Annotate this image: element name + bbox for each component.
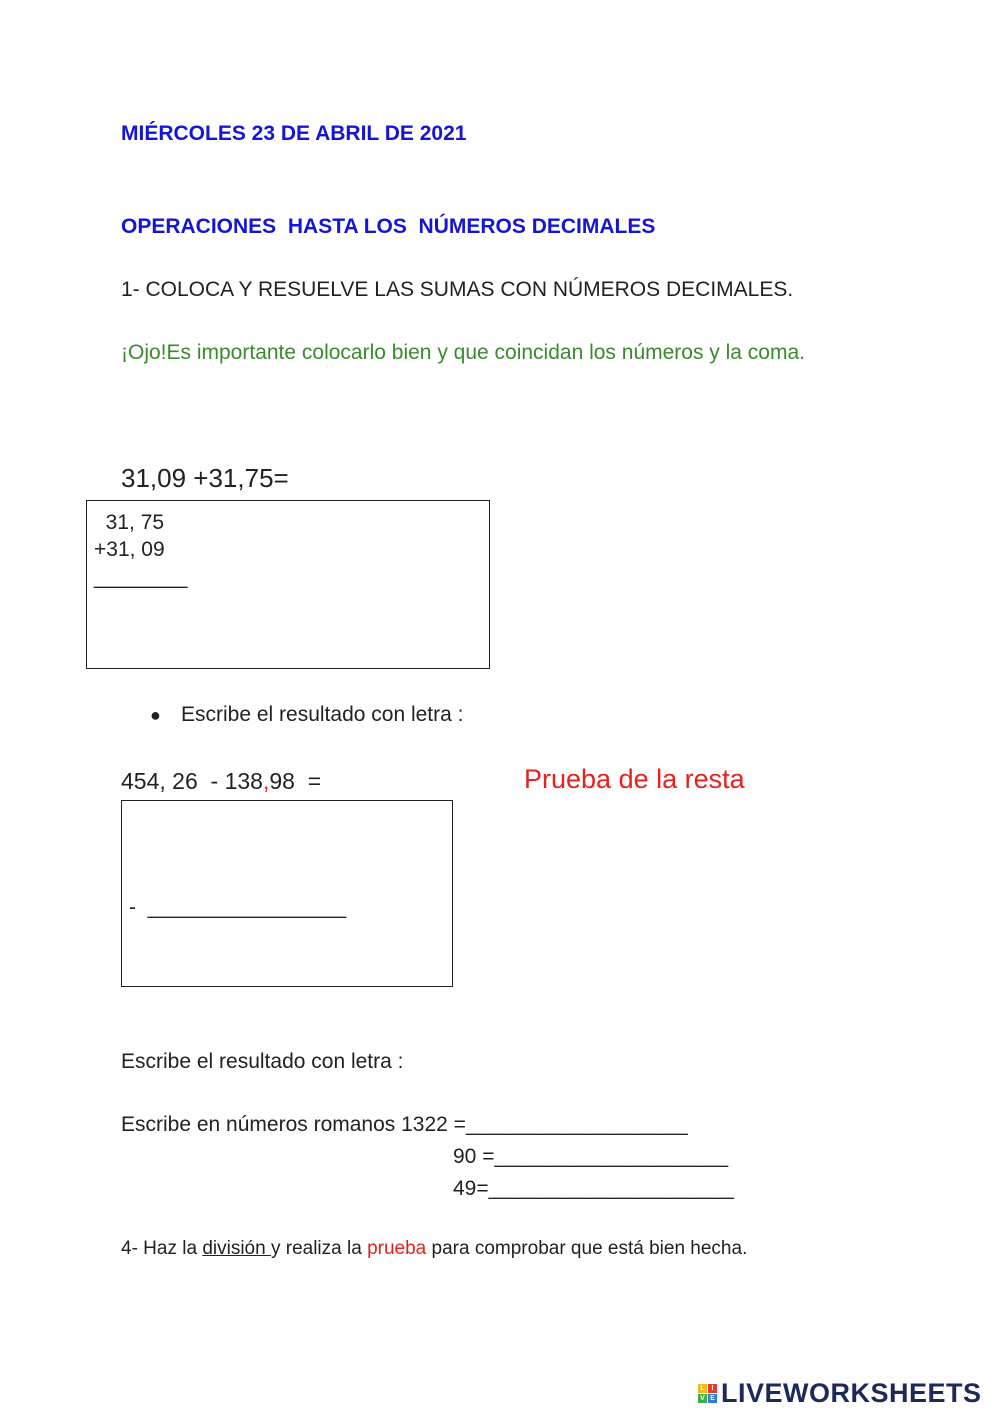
subtraction-part-b: 98 = xyxy=(269,768,322,794)
tip-text: ¡Ojo!Es importante colocarlo bien y que coincidan los números y la coma. xyxy=(121,341,805,364)
ex4-suffix: para comprobar que está bien hecha. xyxy=(426,1238,748,1259)
logo-mark-v: V xyxy=(698,1394,707,1403)
sum-operation: 31,09 +31,75= xyxy=(121,463,289,493)
logo-mark-l: L xyxy=(698,1384,707,1393)
sum-answer-box[interactable] xyxy=(86,500,490,669)
exercise4-instruction xyxy=(121,1238,747,1260)
liveworksheets-mark-icon xyxy=(698,1384,717,1403)
roman-line-1[interactable]: Escribe en números romanos 1322 =___________________ xyxy=(121,1113,688,1136)
ex4-division: división xyxy=(202,1238,271,1259)
sum-box-line2: +31, 09 xyxy=(94,538,165,561)
logo-mark-i: I xyxy=(708,1384,717,1393)
subtraction-box-line: - _________________ xyxy=(129,896,347,919)
ex4-prefix: 4- Haz la xyxy=(121,1238,203,1259)
roman-line-2[interactable]: 90 =____________________ xyxy=(453,1145,729,1168)
logo-mark-e: E xyxy=(708,1394,717,1403)
write-result-1: Escribe el resultado con letra : xyxy=(181,703,464,726)
ex4-mid: y realiza la xyxy=(270,1238,368,1259)
logo-text: LIVEWORKSHEETS xyxy=(721,1377,982,1408)
subtraction-comma: , xyxy=(262,768,270,794)
subtraction-answer-box[interactable] xyxy=(121,800,453,987)
liveworksheets-logo xyxy=(698,1378,982,1408)
roman-line-3[interactable]: 49=_____________________ xyxy=(453,1177,734,1200)
bullet-icon: ● xyxy=(150,705,161,725)
sum-box-line3: ________ xyxy=(94,566,188,589)
exercise1-instruction: 1- COLOCA Y RESUELVE LAS SUMAS CON NÚMEROS DECIMALES. xyxy=(121,278,794,301)
page-title: OPERACIONES HASTA LOS NÚMEROS DECIMALES xyxy=(121,215,656,238)
ex4-prueba: prueba xyxy=(367,1238,427,1259)
write-result-2: Escribe el resultado con letra : xyxy=(121,1050,404,1073)
subtraction-part-a: 454, 26 - 138 xyxy=(121,768,263,794)
date-heading: MIÉRCOLES 23 DE ABRIL DE 2021 xyxy=(121,122,467,145)
subtraction-operation xyxy=(121,768,321,795)
proof-label: Prueba de la resta xyxy=(524,764,745,794)
sum-box-line1: 31, 75 xyxy=(94,511,165,534)
